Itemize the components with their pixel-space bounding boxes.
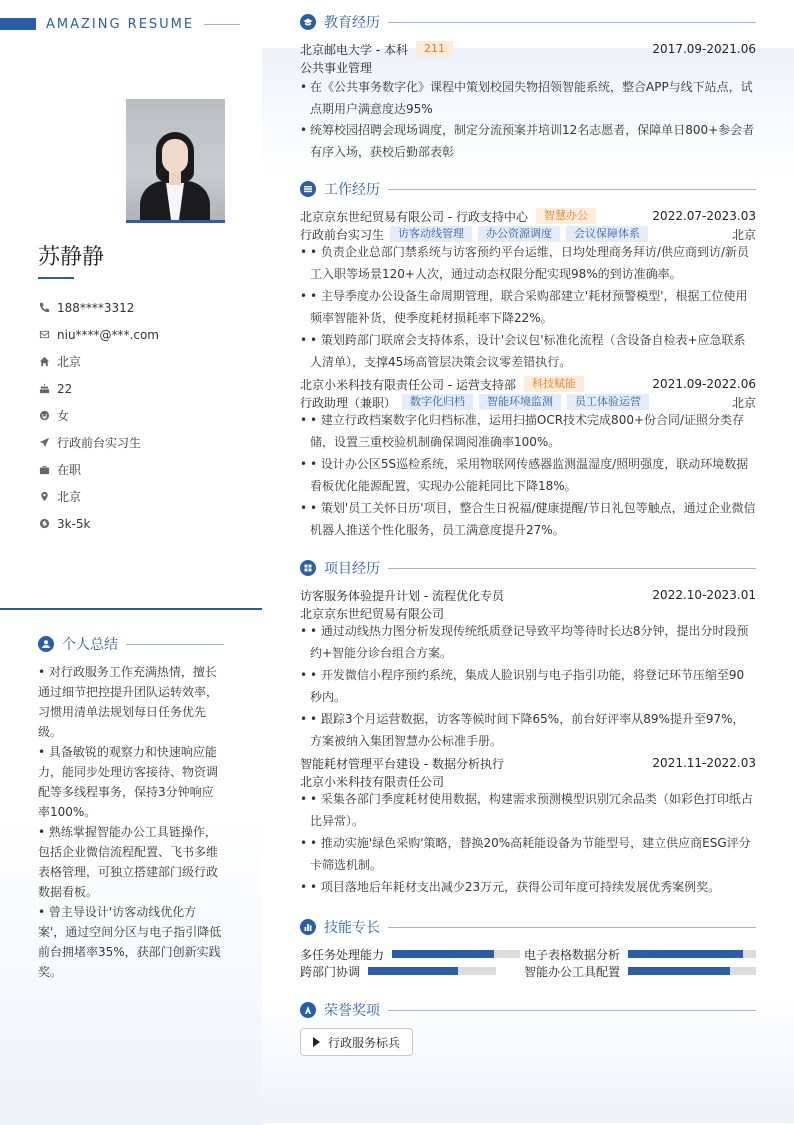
cake-icon — [38, 383, 50, 395]
smile-icon — [38, 410, 50, 422]
job-bullet: • • 负责企业总部门禁系统与访客预约平台运维，日均处理商务拜访/供应商到访/新员工入职等场景120+人次，通过动态权限分配实现98%的到访准确率。 — [300, 245, 749, 281]
section-divider — [388, 1010, 756, 1011]
summary-item: • 对行政服务工作充满热情，擅长通过细节把控提升团队运转效率，习惯用清单法规划每日任务优先级。 — [38, 665, 219, 739]
skill-item — [524, 946, 756, 962]
info-position — [38, 429, 159, 456]
job-city: 北京 — [731, 395, 756, 410]
info-salary — [38, 510, 159, 537]
summary-list — [38, 662, 222, 982]
name-underline — [38, 277, 74, 279]
skill-level — [392, 950, 494, 958]
job-bullet: • • 策划跨部门联席会支持体系，设计'会议包'标准化流程（含设备自检表+应急联系人清单），支撑45场高管层决策会议零差错执行。 — [300, 333, 746, 369]
bar-chart-icon — [300, 919, 316, 935]
brand-header — [0, 16, 240, 32]
job-city: 北京 — [731, 227, 756, 242]
summary-item: • 曾主导设计'访客动线优化方案'，通过空间分区与电子指引降低前台拥堵率35%，获部门创新实践奖。 — [38, 905, 222, 979]
projects-section-title — [300, 558, 756, 578]
skills-title: 技能专长 — [324, 920, 380, 936]
job-bullet: • • 建立行政档案数字化归档标准，运用扫描OCR技术完成800+份合同/证照分类存储，设置三重校验机制确保调阅准确率100%。 — [300, 413, 745, 449]
section-divider — [388, 22, 756, 23]
project-bullet: • • 推动实施'绿色采购'策略，替换20%高耗能设备为节能型号，建立供应商ESG评分卡筛选机制。 — [300, 836, 751, 872]
skill-tag: 会议保障体系 — [566, 226, 648, 242]
skill-bar — [368, 967, 496, 975]
job-tag: 智慧办公 — [536, 208, 596, 224]
skill-tag: 数字化归档 — [402, 394, 473, 410]
project-name: 访客服务体验提升计划 - 流程优化专员 — [300, 588, 504, 603]
mail-icon — [38, 329, 50, 341]
job-company: 北京京东世纪贸易有限公司 - 行政支持中心 — [300, 209, 528, 224]
brand-bar — [0, 18, 36, 30]
phone-icon — [38, 302, 50, 314]
summary-item: • 熟练掌握智能办公工具链操作，包括企业微信流程配置、飞书多维表格管理，可独立搭建部门级行政数据看板。 — [38, 825, 219, 899]
skill-level — [368, 967, 458, 975]
section-divider — [126, 644, 224, 645]
section-divider — [388, 568, 756, 569]
personal-info — [38, 294, 159, 537]
job-company: 北京小米科技有限责任公司 - 运营支持部 — [300, 377, 516, 392]
email-value: niu****@***.com — [57, 327, 159, 342]
skill-tag: 办公资源调度 — [478, 226, 560, 242]
job-date: 2022.07-2023.03 — [652, 209, 756, 223]
project-bullet: • • 跟踪3个月运营数据，访客等候时间下降65%，前台好评率从89%提升至97%，方案被纳入集团智慧办公标准手册。 — [300, 712, 745, 748]
project-bullet: • • 通过动线热力图分析发现传统纸质登记导致平均等待时长达8分钟，提出分时段预约+智能分诊台组合方案。 — [300, 624, 749, 660]
money-icon — [38, 518, 50, 530]
job-role: 行政助理（兼职） — [300, 395, 397, 410]
section-divider — [388, 927, 756, 928]
brand-line — [204, 24, 240, 25]
skill-level — [628, 950, 743, 958]
awards-title: 荣誉奖项 — [324, 1003, 380, 1019]
project-date: 2022.10-2023.01 — [652, 588, 756, 602]
home-icon — [38, 356, 50, 368]
education-bullet: • 统筹校园招聘会现场调度，制定分流预案并培训12名志愿者，保障单日800+参会者有序入场，获校后勤部表彰 — [300, 123, 755, 159]
summary-item: • 具备敏锐的观察力和快速响应能力，能同步处理访客接待、物资调配等多线程事务，保持3分钟响应率100%。 — [38, 745, 219, 819]
job-tag: 科技赋能 — [524, 376, 584, 392]
gender-value: 女 — [57, 409, 70, 423]
skill-tag: 访客动线管理 — [390, 226, 472, 242]
skill-bar — [392, 950, 520, 958]
skill-bar — [628, 950, 756, 958]
info-location — [38, 348, 159, 375]
skill-tag: 智能环境监测 — [479, 394, 561, 410]
project-header — [300, 586, 756, 604]
project-bullet: • • 开发微信小程序预约系统，集成人脸识别与电子指引功能，将登记环节压缩至90秒内。 — [300, 668, 745, 704]
avatar — [126, 99, 225, 223]
stack-icon — [300, 181, 316, 197]
info-status — [38, 456, 159, 483]
job-bullet: • • 设计办公区5S巡检系统，采用物联网传感器监测温湿度/照明强度，联动环境数据看板优化能源配置，实现办公能耗同比下降18%。 — [300, 457, 749, 493]
education-title: 教育经历 — [324, 15, 380, 31]
job-bullet: • • 策划'员工关怀日历'项目，整合生日祝福/健康提醒/节日礼包等触点，通过企业微信机器人推送个性化服务，员工满意度提升27%。 — [300, 501, 756, 537]
summary-section-title — [38, 634, 224, 654]
major: 公共事业管理 — [300, 60, 373, 75]
skill-item — [300, 963, 496, 979]
send-icon — [38, 437, 50, 449]
project-date: 2021.11-2022.03 — [652, 756, 756, 770]
skill-name: 电子表格数据分析 — [524, 947, 621, 962]
brand-title: AMAZING RESUME — [46, 16, 195, 32]
medal-icon — [300, 1002, 316, 1018]
skill-item — [300, 946, 520, 962]
section-divider — [388, 189, 756, 190]
education-major-row — [300, 58, 756, 76]
skill-bar — [628, 967, 756, 975]
project-name: 智能耗材管理平台建设 - 数据分析执行 — [300, 756, 504, 771]
skill-name: 多任务处理能力 — [300, 947, 385, 962]
info-gender — [38, 402, 159, 429]
job-date: 2021.09-2022.06 — [652, 377, 756, 391]
play-icon — [313, 1037, 320, 1047]
award-item — [300, 1028, 413, 1056]
info-city — [38, 483, 159, 510]
project-bullet: • • 采集各部门季度耗材使用数据，构建需求预测模型识别冗余品类（如彩色打印纸占比异常）。 — [300, 792, 753, 828]
project-header — [300, 754, 756, 772]
project-company: 北京京东世纪贸易有限公司 — [300, 606, 445, 621]
skill-level — [628, 967, 730, 975]
info-phone — [38, 294, 159, 321]
work-section-title — [300, 179, 756, 199]
info-age — [38, 375, 159, 402]
salary-value: 3k-5k — [57, 516, 91, 531]
job-header — [300, 207, 756, 225]
skill-name: 智能办公工具配置 — [524, 964, 621, 979]
job-header — [300, 375, 756, 393]
info-email — [38, 321, 159, 348]
skills-section-title — [300, 917, 756, 937]
age-value: 22 — [57, 381, 73, 396]
school-tag: 211 — [416, 41, 453, 57]
education-bullet: • 在《公共事务数字化》课程中策划校园失物招领智能系统，整合APP与线下站点，试点期用户满意度达95% — [300, 80, 753, 116]
position-value: 行政前台实习生 — [57, 436, 142, 450]
education-date: 2017.09-2021.06 — [652, 42, 756, 56]
skill-name: 跨部门协调 — [300, 964, 361, 979]
skill-tag: 员工体验运营 — [567, 394, 649, 410]
awards-section-title — [300, 1000, 756, 1020]
education-section-title — [300, 12, 756, 32]
project-company: 北京小米科技有限责任公司 — [300, 774, 445, 789]
map-pin-icon — [38, 491, 50, 503]
work-title: 工作经历 — [324, 182, 380, 198]
city-value: 北京 — [57, 490, 82, 504]
phone-value: 188****3312 — [57, 300, 135, 315]
summary-title: 个人总结 — [62, 637, 118, 653]
graduation-cap-icon — [300, 14, 316, 30]
skill-item — [524, 963, 756, 979]
location-value: 北京 — [57, 355, 82, 369]
status-value: 在职 — [57, 463, 82, 477]
projects-title: 项目经历 — [324, 561, 380, 577]
briefcase-icon — [38, 464, 50, 476]
project-bullet: • • 项目落地后年耗材支出减少23万元，获得公司年度可持续发展优秀案例奖。 — [300, 880, 721, 894]
grid-icon — [300, 560, 316, 576]
school-name: 北京邮电大学 - 本科 — [300, 42, 408, 57]
person-name: 苏静静 — [38, 245, 105, 270]
user-icon — [38, 636, 54, 652]
job-bullet: • • 主导季度办公设备生命周期管理，联合采购部建立'耗材预警模型'，根据工位使用频率智能补货，使季度耗材损耗率下降22%。 — [300, 289, 748, 325]
education-header — [300, 40, 756, 58]
job-role: 行政前台实习生 — [300, 227, 385, 242]
award-name: 行政服务标兵 — [328, 1035, 401, 1050]
